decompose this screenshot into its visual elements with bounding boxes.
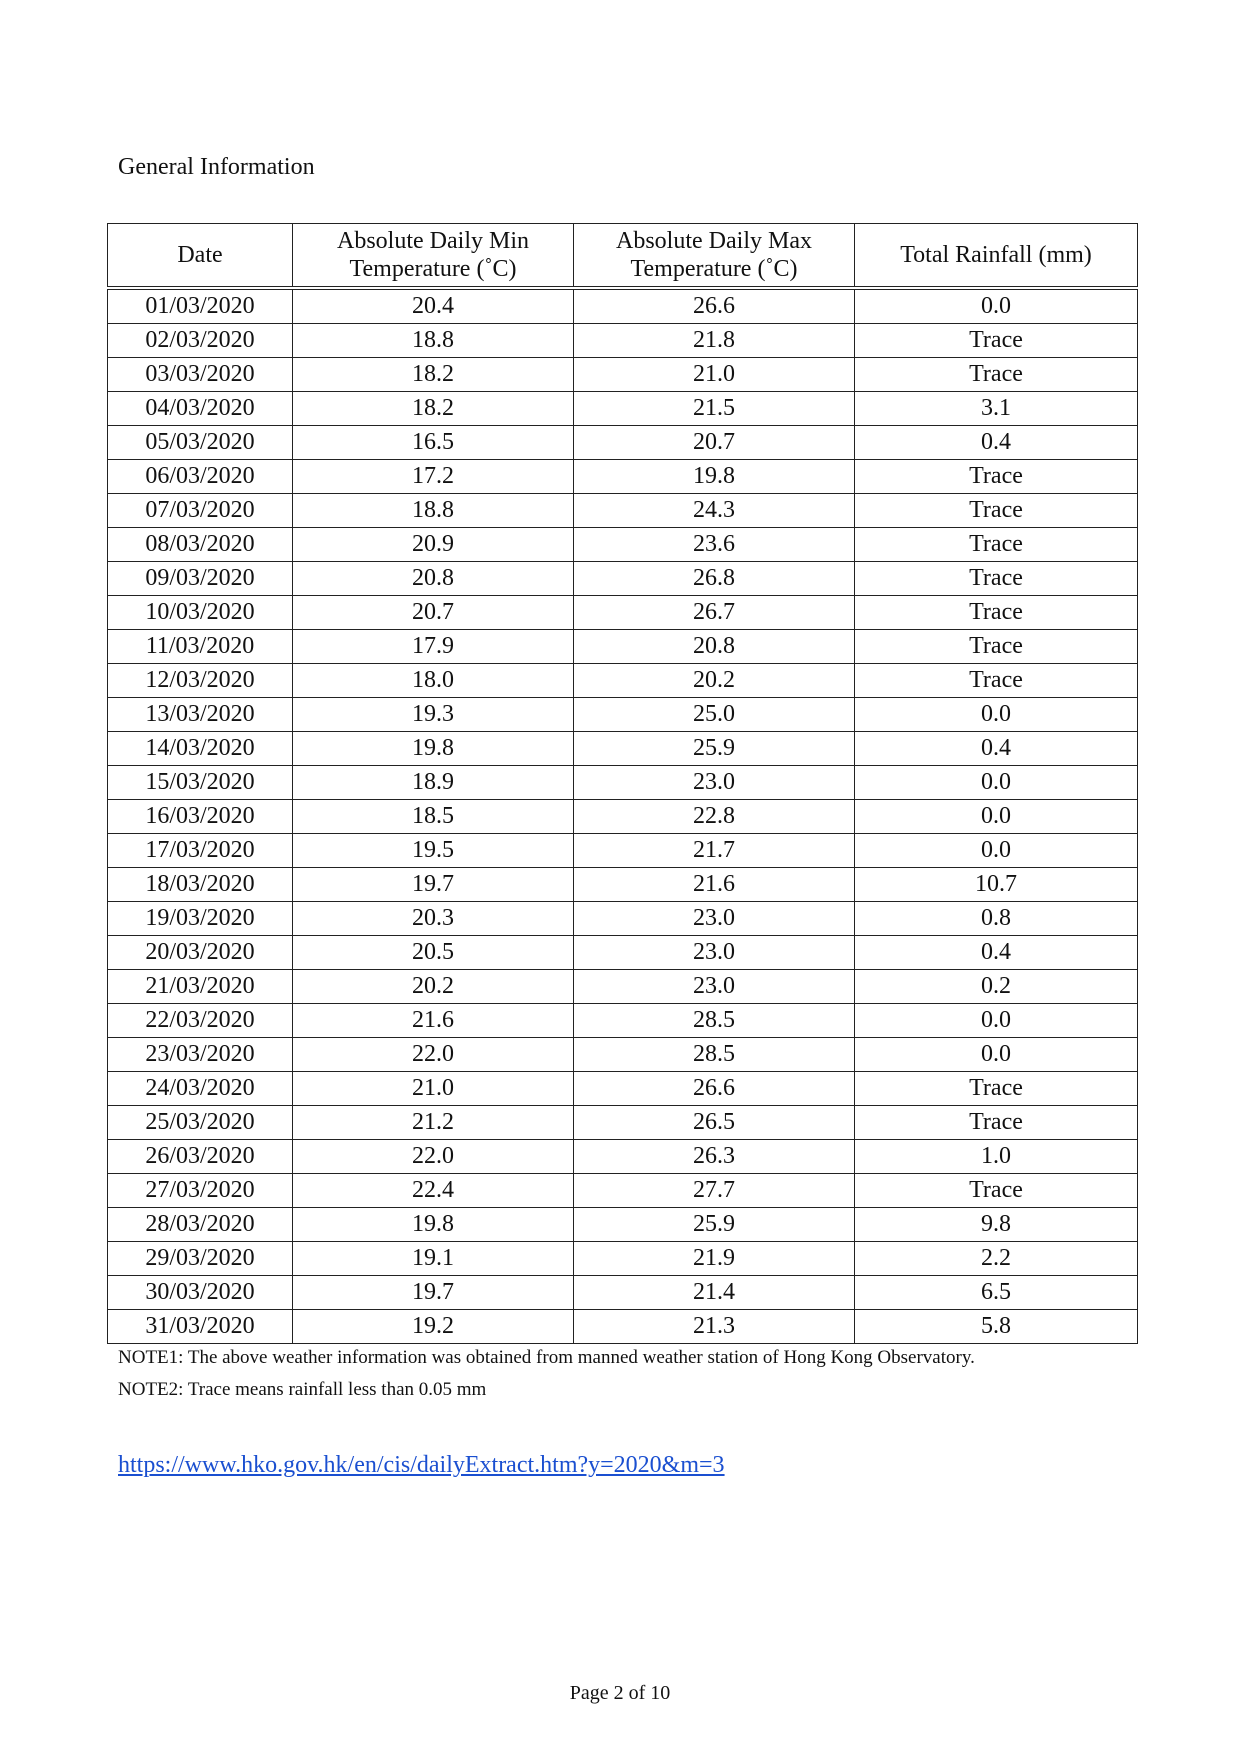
cell-date: 07/03/2020 xyxy=(108,494,293,528)
cell-date: 11/03/2020 xyxy=(108,630,293,664)
cell-total-rainfall: Trace xyxy=(855,1106,1138,1140)
cell-min-temperature: 22.0 xyxy=(293,1038,574,1072)
cell-date: 10/03/2020 xyxy=(108,596,293,630)
table-row xyxy=(108,1174,1138,1208)
cell-total-rainfall: Trace xyxy=(855,630,1138,664)
cell-max-temperature: 21.0 xyxy=(574,358,855,392)
cell-total-rainfall: Trace xyxy=(855,358,1138,392)
cell-min-temperature: 18.0 xyxy=(293,664,574,698)
cell-min-temperature: 20.4 xyxy=(293,288,574,324)
cell-max-temperature: 21.3 xyxy=(574,1310,855,1344)
table-row xyxy=(108,902,1138,936)
cell-total-rainfall: Trace xyxy=(855,1174,1138,1208)
cell-min-temperature: 18.9 xyxy=(293,766,574,800)
header-min-temperature xyxy=(293,224,574,289)
cell-min-temperature: 21.0 xyxy=(293,1072,574,1106)
cell-min-temperature: 19.3 xyxy=(293,698,574,732)
cell-min-temperature: 18.2 xyxy=(293,358,574,392)
cell-total-rainfall: 0.8 xyxy=(855,902,1138,936)
cell-max-temperature: 22.8 xyxy=(574,800,855,834)
table-row xyxy=(108,936,1138,970)
cell-max-temperature: 26.7 xyxy=(574,596,855,630)
cell-total-rainfall: 9.8 xyxy=(855,1208,1138,1242)
table-row xyxy=(108,1072,1138,1106)
cell-min-temperature: 19.8 xyxy=(293,1208,574,1242)
cell-min-temperature: 20.7 xyxy=(293,596,574,630)
page-number: Page 2 of 10 xyxy=(569,1682,671,1704)
table-row xyxy=(108,562,1138,596)
cell-max-temperature: 27.7 xyxy=(574,1174,855,1208)
table-body xyxy=(108,288,1138,1344)
cell-min-temperature: 20.9 xyxy=(293,528,574,562)
cell-max-temperature: 26.6 xyxy=(574,1072,855,1106)
cell-date: 26/03/2020 xyxy=(108,1140,293,1174)
cell-max-temperature: 20.8 xyxy=(574,630,855,664)
cell-max-temperature: 28.5 xyxy=(574,1004,855,1038)
cell-date: 08/03/2020 xyxy=(108,528,293,562)
cell-max-temperature: 23.6 xyxy=(574,528,855,562)
cell-min-temperature: 20.5 xyxy=(293,936,574,970)
cell-max-temperature: 23.0 xyxy=(574,766,855,800)
cell-total-rainfall: Trace xyxy=(855,528,1138,562)
table-row xyxy=(108,494,1138,528)
header-total-rainfall: Total Rainfall (mm) xyxy=(855,224,1138,289)
cell-date: 31/03/2020 xyxy=(108,1310,293,1344)
table-row xyxy=(108,1276,1138,1310)
table-row xyxy=(108,698,1138,732)
cell-date: 06/03/2020 xyxy=(108,460,293,494)
cell-min-temperature: 20.2 xyxy=(293,970,574,1004)
cell-date: 15/03/2020 xyxy=(108,766,293,800)
cell-min-temperature: 16.5 xyxy=(293,426,574,460)
cell-date: 27/03/2020 xyxy=(108,1174,293,1208)
cell-date: 01/03/2020 xyxy=(108,288,293,324)
table-row xyxy=(108,868,1138,902)
cell-max-temperature: 24.3 xyxy=(574,494,855,528)
table-row xyxy=(108,630,1138,664)
cell-date: 16/03/2020 xyxy=(108,800,293,834)
cell-total-rainfall: 0.0 xyxy=(855,834,1138,868)
table-row xyxy=(108,426,1138,460)
cell-date: 12/03/2020 xyxy=(108,664,293,698)
cell-max-temperature: 23.0 xyxy=(574,902,855,936)
cell-max-temperature: 25.9 xyxy=(574,732,855,766)
cell-date: 29/03/2020 xyxy=(108,1242,293,1276)
table-row xyxy=(108,1310,1138,1344)
cell-date: 14/03/2020 xyxy=(108,732,293,766)
cell-total-rainfall: Trace xyxy=(855,324,1138,358)
cell-min-temperature: 18.8 xyxy=(293,494,574,528)
table-row xyxy=(108,358,1138,392)
cell-date: 24/03/2020 xyxy=(108,1072,293,1106)
table-row xyxy=(108,392,1138,426)
cell-total-rainfall: Trace xyxy=(855,664,1138,698)
cell-max-temperature: 25.9 xyxy=(574,1208,855,1242)
cell-date: 22/03/2020 xyxy=(108,1004,293,1038)
cell-total-rainfall: Trace xyxy=(855,596,1138,630)
source-link[interactable]: https://www.hko.gov.hk/en/cis/dailyExtract.htm?y=2020&m=3 xyxy=(118,1452,725,1478)
table-row xyxy=(108,970,1138,1004)
weather-table xyxy=(107,223,1138,1344)
cell-total-rainfall: 0.0 xyxy=(855,1038,1138,1072)
cell-max-temperature: 26.5 xyxy=(574,1106,855,1140)
cell-max-temperature: 19.8 xyxy=(574,460,855,494)
cell-total-rainfall: 0.2 xyxy=(855,970,1138,1004)
cell-date: 28/03/2020 xyxy=(108,1208,293,1242)
cell-total-rainfall: 2.2 xyxy=(855,1242,1138,1276)
table-row xyxy=(108,664,1138,698)
header-max-line1: Absolute Daily Max xyxy=(616,228,812,254)
cell-total-rainfall: 0.0 xyxy=(855,698,1138,732)
cell-min-temperature: 19.8 xyxy=(293,732,574,766)
cell-min-temperature: 18.5 xyxy=(293,800,574,834)
table-row xyxy=(108,1038,1138,1072)
cell-min-temperature: 19.5 xyxy=(293,834,574,868)
table-row xyxy=(108,324,1138,358)
cell-max-temperature: 21.6 xyxy=(574,868,855,902)
cell-date: 30/03/2020 xyxy=(108,1276,293,1310)
cell-date: 05/03/2020 xyxy=(108,426,293,460)
header-date: Date xyxy=(108,224,293,289)
cell-total-rainfall: Trace xyxy=(855,562,1138,596)
note-1: NOTE1: The above weather information was obtained from manned weather station of Hong Kong Observatory. xyxy=(118,1347,975,1368)
table-row xyxy=(108,1242,1138,1276)
cell-date: 17/03/2020 xyxy=(108,834,293,868)
cell-max-temperature: 20.2 xyxy=(574,664,855,698)
cell-min-temperature: 18.8 xyxy=(293,324,574,358)
cell-total-rainfall: 0.4 xyxy=(855,732,1138,766)
cell-min-temperature: 22.0 xyxy=(293,1140,574,1174)
cell-min-temperature: 21.2 xyxy=(293,1106,574,1140)
note-2: NOTE2: Trace means rainfall less than 0.05 mm xyxy=(118,1379,487,1400)
cell-max-temperature: 26.8 xyxy=(574,562,855,596)
cell-max-temperature: 21.9 xyxy=(574,1242,855,1276)
cell-date: 20/03/2020 xyxy=(108,936,293,970)
cell-total-rainfall: 0.0 xyxy=(855,1004,1138,1038)
cell-max-temperature: 21.8 xyxy=(574,324,855,358)
cell-date: 23/03/2020 xyxy=(108,1038,293,1072)
cell-date: 13/03/2020 xyxy=(108,698,293,732)
cell-min-temperature: 21.6 xyxy=(293,1004,574,1038)
header-min-line2: Temperature (˚C) xyxy=(349,256,517,282)
cell-max-temperature: 23.0 xyxy=(574,936,855,970)
cell-max-temperature: 28.5 xyxy=(574,1038,855,1072)
cell-max-temperature: 25.0 xyxy=(574,698,855,732)
table-row xyxy=(108,732,1138,766)
cell-max-temperature: 21.5 xyxy=(574,392,855,426)
cell-max-temperature: 21.4 xyxy=(574,1276,855,1310)
cell-total-rainfall: 0.4 xyxy=(855,936,1138,970)
table-row xyxy=(108,1140,1138,1174)
table-row xyxy=(108,288,1138,324)
cell-date: 19/03/2020 xyxy=(108,902,293,936)
table-row xyxy=(108,1106,1138,1140)
section-title: General Information xyxy=(118,154,315,180)
cell-total-rainfall: 10.7 xyxy=(855,868,1138,902)
cell-min-temperature: 19.1 xyxy=(293,1242,574,1276)
cell-total-rainfall: Trace xyxy=(855,1072,1138,1106)
header-min-line1: Absolute Daily Min xyxy=(337,228,529,254)
cell-date: 03/03/2020 xyxy=(108,358,293,392)
table-row xyxy=(108,596,1138,630)
table-row xyxy=(108,1004,1138,1038)
cell-max-temperature: 26.6 xyxy=(574,288,855,324)
cell-min-temperature: 19.7 xyxy=(293,1276,574,1310)
cell-min-temperature: 20.3 xyxy=(293,902,574,936)
cell-total-rainfall: Trace xyxy=(855,494,1138,528)
cell-min-temperature: 19.2 xyxy=(293,1310,574,1344)
cell-max-temperature: 23.0 xyxy=(574,970,855,1004)
cell-min-temperature: 18.2 xyxy=(293,392,574,426)
cell-min-temperature: 17.9 xyxy=(293,630,574,664)
cell-total-rainfall: Trace xyxy=(855,460,1138,494)
table-row xyxy=(108,460,1138,494)
cell-min-temperature: 22.4 xyxy=(293,1174,574,1208)
cell-total-rainfall: 6.5 xyxy=(855,1276,1138,1310)
cell-max-temperature: 21.7 xyxy=(574,834,855,868)
table-row xyxy=(108,800,1138,834)
table-row xyxy=(108,528,1138,562)
table-row xyxy=(108,766,1138,800)
header-max-line2: Temperature (˚C) xyxy=(630,256,798,282)
cell-max-temperature: 20.7 xyxy=(574,426,855,460)
cell-total-rainfall: 0.0 xyxy=(855,800,1138,834)
cell-min-temperature: 20.8 xyxy=(293,562,574,596)
cell-date: 18/03/2020 xyxy=(108,868,293,902)
cell-total-rainfall: 5.8 xyxy=(855,1310,1138,1344)
header-max-temperature xyxy=(574,224,855,289)
table-header-row xyxy=(108,224,1138,289)
cell-date: 04/03/2020 xyxy=(108,392,293,426)
cell-date: 02/03/2020 xyxy=(108,324,293,358)
cell-total-rainfall: 0.0 xyxy=(855,766,1138,800)
cell-total-rainfall: 1.0 xyxy=(855,1140,1138,1174)
cell-min-temperature: 17.2 xyxy=(293,460,574,494)
cell-date: 21/03/2020 xyxy=(108,970,293,1004)
cell-date: 09/03/2020 xyxy=(108,562,293,596)
cell-total-rainfall: 0.0 xyxy=(855,288,1138,324)
cell-total-rainfall: 3.1 xyxy=(855,392,1138,426)
table-row xyxy=(108,1208,1138,1242)
cell-max-temperature: 26.3 xyxy=(574,1140,855,1174)
cell-min-temperature: 19.7 xyxy=(293,868,574,902)
weather-table-container xyxy=(107,223,1137,1344)
cell-date: 25/03/2020 xyxy=(108,1106,293,1140)
table-row xyxy=(108,834,1138,868)
cell-total-rainfall: 0.4 xyxy=(855,426,1138,460)
